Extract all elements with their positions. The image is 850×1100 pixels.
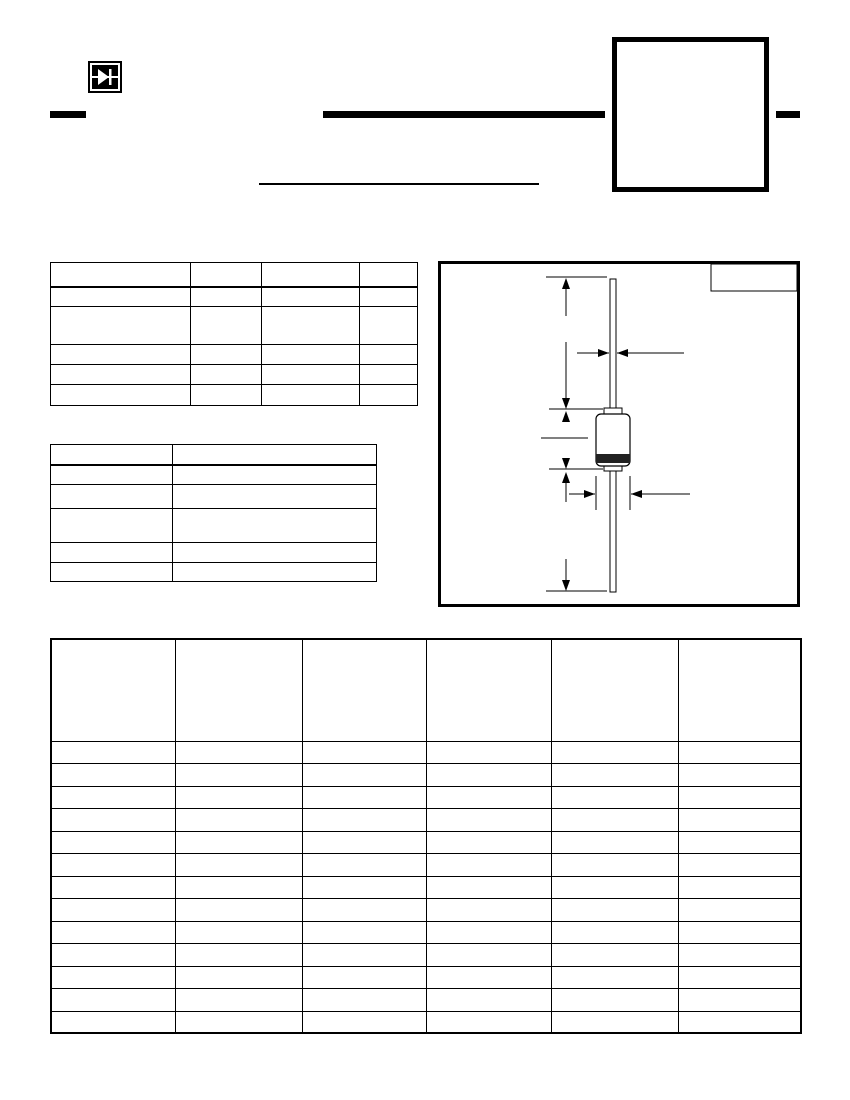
table-cell xyxy=(426,808,551,831)
part-number-box xyxy=(612,37,769,192)
table-row xyxy=(51,465,377,485)
table-cell xyxy=(262,307,360,345)
table-header-cell xyxy=(678,639,801,741)
table-cell xyxy=(360,307,418,345)
table-cell xyxy=(191,365,262,385)
table-cell xyxy=(175,1011,302,1033)
table-row xyxy=(51,307,418,345)
package-outline-diagram xyxy=(438,261,800,607)
header-rule-right xyxy=(776,111,800,118)
table-cell xyxy=(302,741,426,763)
table-row xyxy=(51,445,377,465)
table-cell xyxy=(51,808,175,831)
table-cell xyxy=(51,563,173,582)
table-cell xyxy=(302,763,426,786)
table-cell xyxy=(678,898,801,921)
table-cell xyxy=(51,307,191,345)
table-cell xyxy=(191,287,262,307)
table-cell xyxy=(302,853,426,876)
table-row xyxy=(51,786,801,808)
table-row xyxy=(51,543,377,563)
table-cell xyxy=(551,808,678,831)
table-cell xyxy=(360,365,418,385)
table-cell xyxy=(426,853,551,876)
table-cell xyxy=(426,898,551,921)
table-cell xyxy=(51,763,175,786)
table-header-cell xyxy=(173,445,377,465)
table-cell xyxy=(426,988,551,1011)
table-header-cell xyxy=(302,639,426,741)
table-cell xyxy=(51,1011,175,1033)
table-cell xyxy=(426,921,551,943)
header-rule-middle xyxy=(323,111,605,118)
table-cell xyxy=(678,988,801,1011)
table-cell xyxy=(551,741,678,763)
table-cell xyxy=(173,485,377,509)
table-row xyxy=(51,509,377,543)
table-cell xyxy=(51,543,173,563)
table-cell xyxy=(551,921,678,943)
table-cell xyxy=(51,485,173,509)
table-cell xyxy=(51,741,175,763)
table-cell xyxy=(175,786,302,808)
table-header-cell xyxy=(551,639,678,741)
table-cell xyxy=(175,876,302,898)
table-header-cell xyxy=(262,263,360,287)
table-row xyxy=(51,385,418,406)
table-cell xyxy=(678,966,801,988)
table-cell xyxy=(51,853,175,876)
table-cell xyxy=(191,385,262,406)
table-cell xyxy=(302,943,426,966)
table-header-cell xyxy=(175,639,302,741)
table-cell xyxy=(426,786,551,808)
table-cell xyxy=(175,741,302,763)
table-cell xyxy=(51,943,175,966)
table-cell xyxy=(51,921,175,943)
table-row xyxy=(51,563,377,582)
table-cell xyxy=(551,898,678,921)
table-row xyxy=(51,988,801,1011)
table-header-cell xyxy=(360,263,418,287)
table-cell xyxy=(175,898,302,921)
table-row xyxy=(51,921,801,943)
table-row xyxy=(51,808,801,831)
table-cell xyxy=(551,763,678,786)
table-cell xyxy=(551,853,678,876)
table-row xyxy=(51,831,801,853)
table-cell xyxy=(173,465,377,485)
table-cell xyxy=(551,831,678,853)
table-cell xyxy=(51,876,175,898)
table-cell xyxy=(191,307,262,345)
table-row xyxy=(51,966,801,988)
table-cell xyxy=(191,345,262,365)
table-header-cell xyxy=(191,263,262,287)
table-cell xyxy=(51,345,191,365)
table-cell xyxy=(51,988,175,1011)
electrical-characteristics-table xyxy=(50,638,802,1034)
table-cell xyxy=(678,808,801,831)
table-cell xyxy=(551,1011,678,1033)
table-cell xyxy=(302,988,426,1011)
header-rule-left xyxy=(50,111,86,118)
table-row xyxy=(51,763,801,786)
table-cell xyxy=(175,988,302,1011)
table-cell xyxy=(51,898,175,921)
table-cell xyxy=(426,943,551,966)
table-cell xyxy=(175,853,302,876)
table-cell xyxy=(51,831,175,853)
table-cell xyxy=(426,763,551,786)
table-header-row xyxy=(51,639,801,741)
table-row xyxy=(51,287,418,307)
table-cell xyxy=(173,509,377,543)
table-cell xyxy=(175,808,302,831)
table-cell xyxy=(302,831,426,853)
table-cell xyxy=(175,763,302,786)
table-cell xyxy=(175,943,302,966)
table-cell xyxy=(175,921,302,943)
table-row xyxy=(51,741,801,763)
table-cell xyxy=(302,898,426,921)
table-cell xyxy=(51,365,191,385)
title-underline xyxy=(259,183,539,185)
table-row xyxy=(51,345,418,365)
table-cell xyxy=(678,831,801,853)
table-row xyxy=(51,853,801,876)
table-cell xyxy=(551,786,678,808)
table-row xyxy=(51,485,377,509)
table-row xyxy=(51,365,418,385)
table-cell xyxy=(262,365,360,385)
table-cell xyxy=(426,741,551,763)
table-cell xyxy=(678,786,801,808)
characteristics-table xyxy=(50,444,377,582)
table-cell xyxy=(678,921,801,943)
table-cell xyxy=(173,543,377,563)
table-cell xyxy=(360,345,418,365)
table-cell xyxy=(262,287,360,307)
maximum-ratings-table xyxy=(50,262,418,406)
table-cell xyxy=(678,741,801,763)
table-cell xyxy=(262,385,360,406)
table-cell xyxy=(360,287,418,307)
table-cell xyxy=(678,876,801,898)
table-cell xyxy=(426,831,551,853)
table-cell xyxy=(678,763,801,786)
table-cell xyxy=(551,943,678,966)
table-cell xyxy=(302,808,426,831)
table-cell xyxy=(262,345,360,365)
table-cell xyxy=(302,876,426,898)
table-header-cell xyxy=(51,445,173,465)
table-row xyxy=(51,898,801,921)
table-header-cell xyxy=(51,263,191,287)
table-cell xyxy=(51,786,175,808)
table-header-cell xyxy=(51,639,175,741)
table-cell xyxy=(51,385,191,406)
table-header-cell xyxy=(426,639,551,741)
table-cell xyxy=(678,943,801,966)
diode-logo-icon xyxy=(88,61,122,93)
table-cell xyxy=(175,966,302,988)
table-cell xyxy=(51,509,173,543)
table-cell xyxy=(426,876,551,898)
table-cell xyxy=(426,966,551,988)
table-cell xyxy=(175,831,302,853)
table-cell xyxy=(360,385,418,406)
table-cell xyxy=(678,853,801,876)
table-cell xyxy=(302,1011,426,1033)
table-cell xyxy=(302,921,426,943)
table-cell xyxy=(302,786,426,808)
table-row xyxy=(51,1011,801,1033)
table-row xyxy=(51,943,801,966)
table-cell xyxy=(302,966,426,988)
table-cell xyxy=(51,966,175,988)
table-cell xyxy=(551,876,678,898)
table-cell xyxy=(51,465,173,485)
table-row xyxy=(51,876,801,898)
table-row xyxy=(51,263,418,287)
table-cell xyxy=(551,966,678,988)
table-cell xyxy=(51,287,191,307)
table-cell xyxy=(678,1011,801,1033)
table-cell xyxy=(426,1011,551,1033)
table-cell xyxy=(173,563,377,582)
table-cell xyxy=(551,988,678,1011)
